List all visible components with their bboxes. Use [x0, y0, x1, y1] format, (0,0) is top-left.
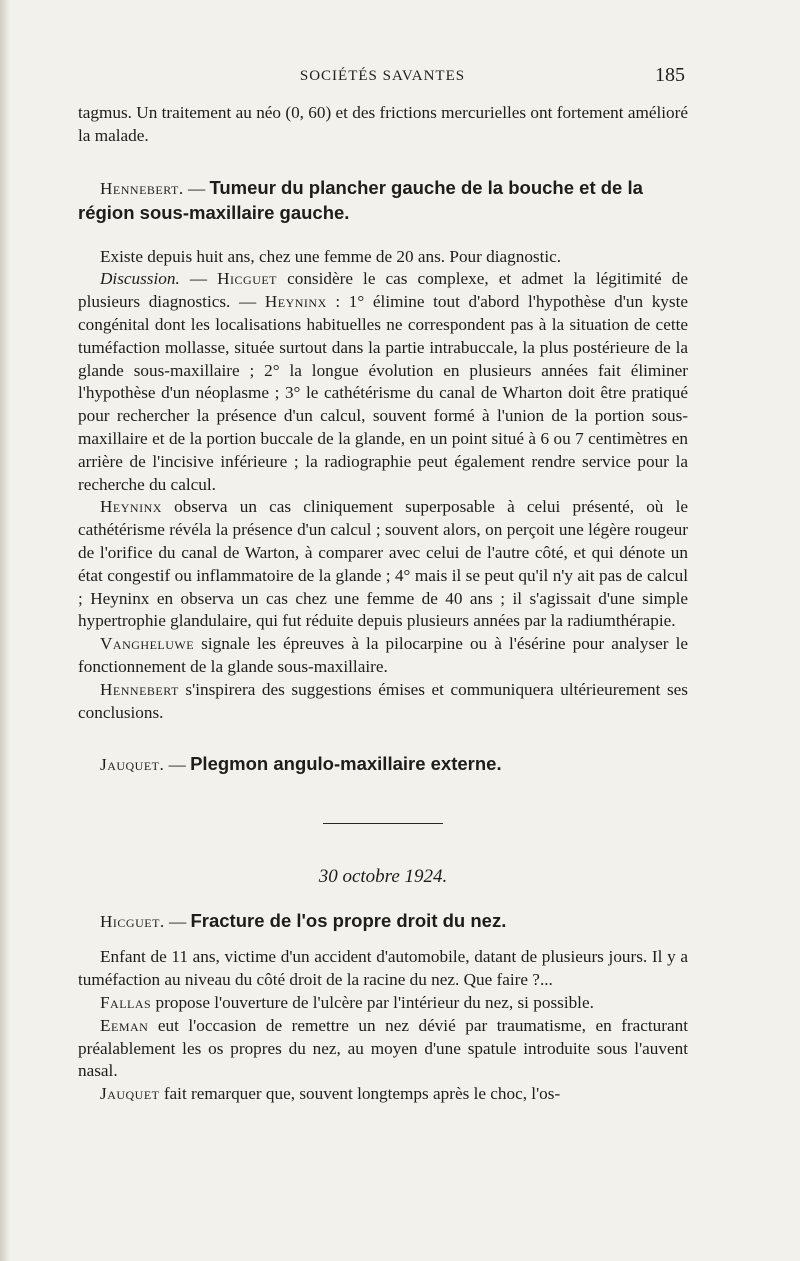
speaker-name: Hennebert	[100, 679, 179, 699]
paragraph-enfant: Enfant de 11 ans, victime d'un accident d'automobile, datant de plusieurs jours. Il y a tuméfaction au niveau du côté droit de la racine du nez. Que faire ?...	[78, 947, 688, 990]
paragraph-fallas: Fallas propose l'ouverture de l'ulcère par l'intérieur du nez, si possible.	[100, 992, 594, 1012]
horizontal-rule	[323, 823, 443, 824]
heading-author: Hennebert.	[100, 178, 184, 198]
discussion-label: Discussion.	[100, 269, 180, 289]
speaker-name: Jauquet	[100, 1084, 160, 1104]
paragraph-hennebert: Hennebert s'inspirera des suggestions émises et communiquera ultérieurement ses conclusions.	[78, 679, 688, 722]
heading-author: Jauquet.	[100, 755, 165, 775]
speaker-name: Vangheluwe	[100, 634, 195, 654]
session-date: 30 octobre 1924.	[318, 866, 448, 888]
paragraph-vangheluwe: Vangheluwe signale les épreuves à la pilocarpine ou à l'ésérine pour analyser le fonctionnement de la glande sous-maxillaire.	[78, 634, 688, 676]
speaker-name: Heyninx	[100, 497, 162, 517]
heading-title: Tumeur du plancher gauche de la bouche et de la région sous-maxillaire gauche.	[78, 176, 643, 223]
page-gutter-shadow	[0, 0, 10, 1261]
section-heading-plegmon: Jauquet. — Plegmon angulo-maxillaire externe.	[100, 753, 502, 775]
separator	[78, 777, 688, 857]
paragraph-discussion: Discussion. — Hicguet considère le cas complexe, et admet la légitimité de plusieurs diagnostics. — Heyninx : 1° élimine tout d'abord l'hypothèse d'un kyste congénital dont les localisations habituelles ne correspondent pas à la situation de cette tuméfaction mollasse, située surtout dans la partie intrabuccale, la plus postérieure de la glande sous-maxillaire ; 2° la longue évolution en plusieurs années fait éliminer l'hypothèse d'un néoplasme ; 3° le cathétérisme du canal de Wharton doit être pratiqué pour rechercher la présence d'un calcul, souvent formé à l'union de la portion sous-maxillaire et de la portion buccale de la glande, en un point situé à 6 ou 7 centimètres en arrière de l'incisive inférieure ; la radiographie peut également rendre service pour la recherche du calcul.	[78, 269, 688, 494]
page-body	[78, 102, 688, 1106]
paragraph-heyninx: Heyninx observa un cas cliniquement superposable à celui présenté, où le cathétérisme révéla la présence d'un calcul ; souvent alors, on perçoit une légère rougeur de l'orifice du canal de Warton, à comparer avec celui de l'autre côté, et qui dénote un état congestif ou inflammatoire de la glande ; 4° mais il se peut qu'il n'y ait pas de calcul ; Heyninx en observa un cas chez une femme de 40 ans ; il s'agissait d'une simple hypertrophie glandulaire, qui fut réduite depuis plusieurs années par la radiumthérapie.	[78, 497, 688, 631]
section-heading-tumeur: Hennebert. — Tumeur du plancher gauche de la bouche et de la région sous-maxillaire gauche.	[78, 176, 643, 223]
speaker-name: Fallas	[100, 992, 152, 1012]
speaker-name: Hicguet	[217, 269, 278, 289]
page-number: 185	[655, 64, 685, 86]
heading-title: Plegmon angulo-maxillaire externe.	[190, 753, 502, 775]
speaker-name: Eeman	[100, 1015, 149, 1035]
continuation-paragraph: tagmus. Un traitement au néo (0, 60) et des frictions mercurielles ont fortement amélioré la malade.	[78, 103, 688, 145]
paragraph-intro: Existe depuis huit ans, chez une femme de 20 ans. Pour diagnostic.	[100, 246, 562, 266]
paragraph-eeman: Eeman eut l'occasion de remettre un nez dévié par traumatisme, en fracturant préalablement les os propres du nez, au moyen d'une spatule introduite sous l'auvent nasal.	[78, 1015, 688, 1081]
heading-author: Hicguet.	[100, 912, 165, 932]
speaker-name: Heyninx	[264, 292, 327, 312]
heading-title: Fracture de l'os propre droit du nez.	[190, 910, 507, 932]
page-header	[80, 62, 685, 90]
section-heading-fracture: Hicguet. — Fracture de l'os propre droit du nez.	[100, 910, 507, 932]
running-title: SOCIÉTÉS SAVANTES	[299, 68, 466, 84]
paragraph-jauquet: Jauquet fait remarquer que, souvent longtemps après le choc, l'os-	[100, 1084, 561, 1104]
